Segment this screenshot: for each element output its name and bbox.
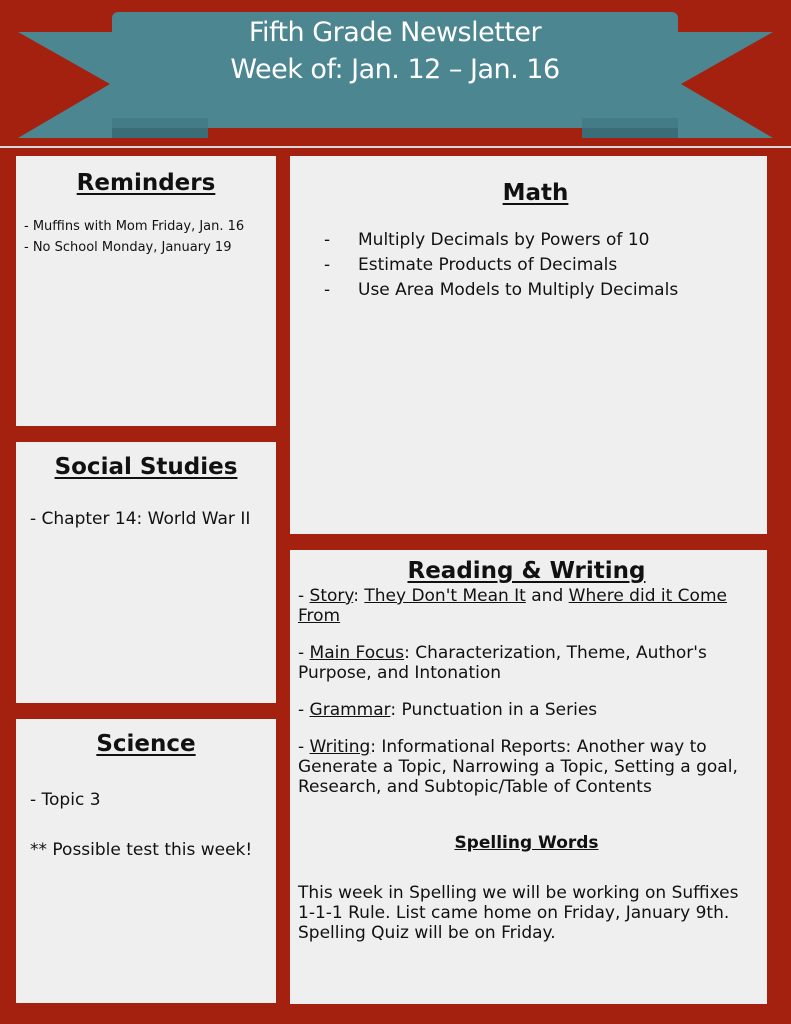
math-item-label: Multiply Decimals by Powers of 10 (358, 230, 650, 250)
list-item: - Chapter 14: World War II (30, 509, 251, 529)
reminders-panel (16, 156, 276, 426)
reminders-title: Reminders (76, 170, 216, 196)
focus-line: - Main Focus: Characterization, Theme, Author's Purpose, and Intonation (298, 643, 707, 683)
grammar-line: - Grammar: Punctuation in a Series (298, 700, 598, 720)
story-line: - Story: They Don't Mean It and Where did it Come From (298, 586, 727, 626)
reading-writing-panel (290, 550, 767, 1004)
science-panel (16, 719, 276, 1003)
list-item: - Use Area Models to Multiply Decimals (324, 280, 679, 300)
week-range: Week of: Jan. 12 – Jan. 16 (230, 54, 560, 85)
social-studies-list (30, 506, 262, 532)
writing-text: : Informational Reports: Another way to Generate a Topic, Narrowing a Topic, Setting a goal, Research, and Subtopic/Table of Contents (298, 737, 738, 797)
story-and: and (531, 586, 564, 606)
math-panel (290, 156, 767, 534)
list-item: - Estimate Products of Decimals (324, 255, 618, 275)
story-title-2: Where did it Come From (298, 586, 727, 626)
banner-title (112, 14, 678, 88)
newsletter-title: Fifth Grade Newsletter (248, 17, 542, 48)
science-topic: - Topic 3 (30, 790, 101, 810)
math-title: Math (502, 180, 569, 206)
list-item: - Muffins with Mom Friday, Jan. 16 (24, 219, 245, 234)
focus-text: : Characterization, Theme, Author's Purpose, and Intonation (298, 643, 707, 683)
science-note: ** Possible test this week! (30, 840, 253, 860)
spelling-text: This week in Spelling we will be working on Suffixes 1-1-1 Rule. List came home on Friday, January 9th. Spelling Quiz will be on Friday. (298, 883, 739, 943)
grammar-label: Grammar (309, 700, 391, 720)
list-item: - Multiply Decimals by Powers of 10 (324, 230, 650, 250)
science-title: Science (96, 731, 196, 757)
reading-writing-title: Reading & Writing (407, 558, 646, 584)
spelling-title: Spelling Words (454, 833, 599, 853)
story-label: Story (309, 586, 354, 606)
reminders-list (24, 216, 268, 258)
writing-label: Writing (309, 737, 371, 757)
social-studies-title: Social Studies (54, 454, 238, 480)
math-item-label: Estimate Products of Decimals (358, 255, 618, 275)
writing-line: - Writing: Informational Reports: Another way to Generate a Topic, Narrowing a Topic, Setting a goal, Research, and Subtopic/Table of Contents (298, 737, 738, 797)
story-title-1: They Don't Mean It (364, 586, 526, 606)
grammar-text: : Punctuation in a Series (390, 700, 598, 720)
header-divider (0, 146, 791, 148)
focus-label: Main Focus (309, 643, 405, 663)
social-studies-panel (16, 442, 276, 703)
math-list (324, 228, 747, 303)
math-item-label: Use Area Models to Multiply Decimals (358, 280, 679, 300)
list-item: - No School Monday, January 19 (24, 240, 232, 255)
